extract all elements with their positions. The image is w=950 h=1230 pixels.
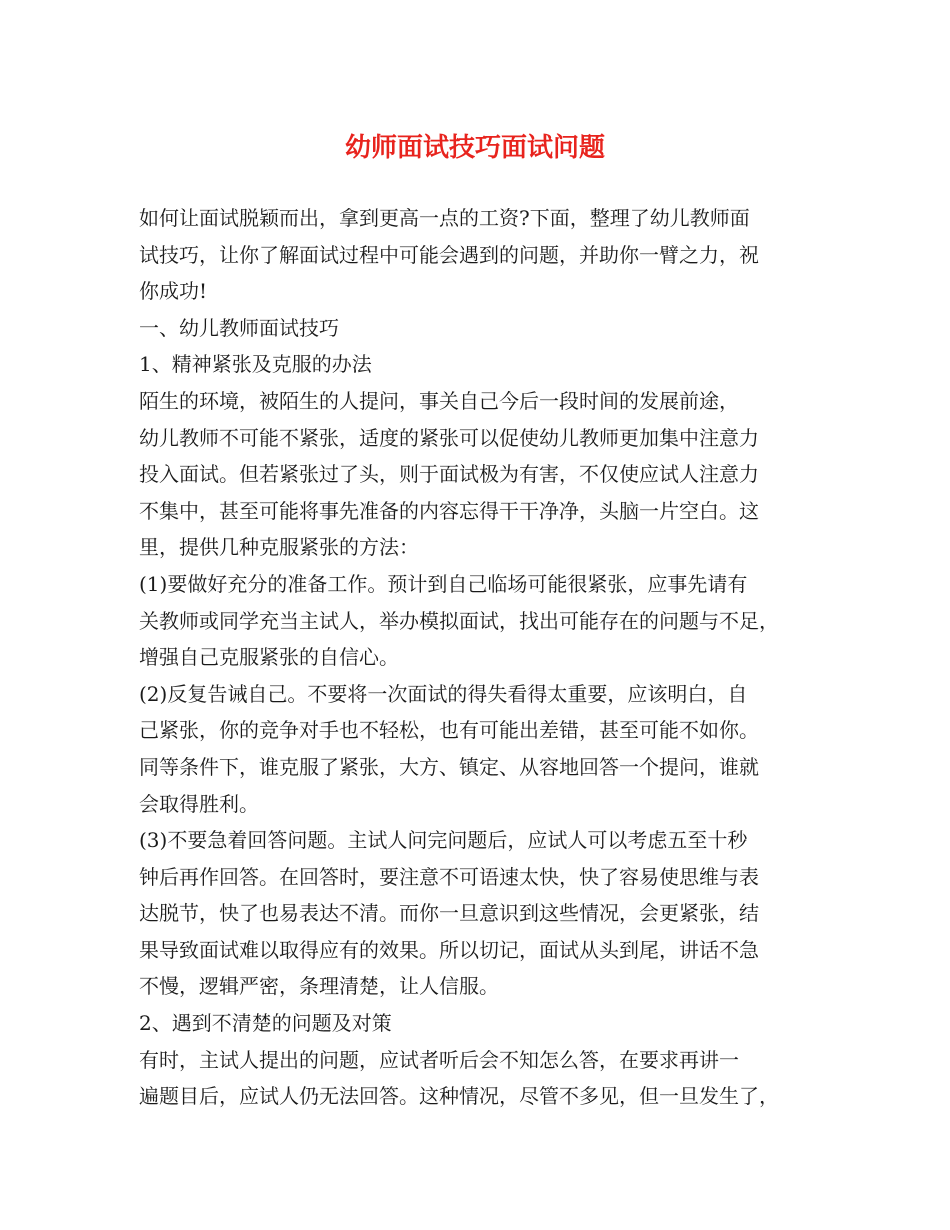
text-line: (3)不要急着回答问题。主试人问完问题后，应试人可以考虑五至十秒: [139, 828, 748, 853]
text-line: 投入面试。但若紧张过了头，则于面试极为有害，不仅使应试人注意力: [139, 462, 759, 487]
text-line: 关教师或同学充当主试人，举办模拟面试，找出可能存在的问题与不足，: [139, 608, 779, 633]
document-body: [139, 200, 819, 1115]
text-line: (1)要做好充分的准备工作。预计到自己临场可能很紧张，应事先请有: [139, 571, 748, 596]
text-line: 试技巧，让你了解面试过程中可能会遇到的问题，并助你一臂之力，祝: [139, 242, 759, 267]
text-line: 陌生的环境，被陌生的人提问，事关自己今后一段时间的发展前途，: [139, 388, 739, 413]
document-title: 幼师面试技巧面试问题: [344, 133, 605, 163]
text-line: 增强自己克服紧张的自信心。: [139, 645, 399, 670]
text-line: 会取得胜利。: [139, 791, 259, 816]
text-line: 同等条件下，谁克服了紧张，大方、镇定、从容地回答一个提问，谁就: [139, 754, 759, 779]
text-line: 不集中，甚至可能将事先准备的内容忘得干干净净，头脑一片空白。这: [139, 498, 759, 523]
text-line: 里，提供几种克服紧张的方法：: [139, 535, 419, 560]
text-line: 有时，主试人提出的问题，应试者听后会不知怎么答，在要求再讲一: [139, 1047, 739, 1072]
text-line: 不慢，逻辑严密，条理清楚，让人信服。: [139, 974, 499, 999]
text-line: 幼儿教师不可能不紧张，适度的紧张可以促使幼儿教师更加集中注意力: [139, 425, 759, 450]
text-line: 达脱节，快了也易表达不清。而你一旦意识到这些情况，会更紧张，结: [139, 901, 759, 926]
subsection-heading: 1、精神紧张及克服的办法: [139, 352, 372, 377]
subsection-heading: 2、遇到不清楚的问题及对策: [139, 1011, 392, 1036]
text-line: 如何让面试脱颖而出，拿到更高一点的工资?下面，整理了幼儿教师面: [139, 206, 750, 230]
text-line: 果导致面试难以取得应有的效果。所以切记，面试从头到尾，讲话不急: [139, 937, 759, 962]
text-line: (2)反复告诫自己。不要将一次面试的得失看得太重要，应该明白，自: [139, 681, 748, 706]
text-line: 钟后再作回答。在回答时，要注意不可语速太快，快了容易使思维与表: [139, 864, 759, 889]
text-line: 你成功!: [139, 279, 208, 304]
section-heading: 一、幼儿教师面试技巧: [139, 315, 339, 340]
text-line: 遍题目后，应试人仍无法回答。这种情况，尽管不多见，但一旦发生了，: [139, 1084, 779, 1109]
text-line: 己紧张，你的竞争对手也不轻松，也有可能出差错，甚至可能不如你。: [139, 718, 759, 743]
